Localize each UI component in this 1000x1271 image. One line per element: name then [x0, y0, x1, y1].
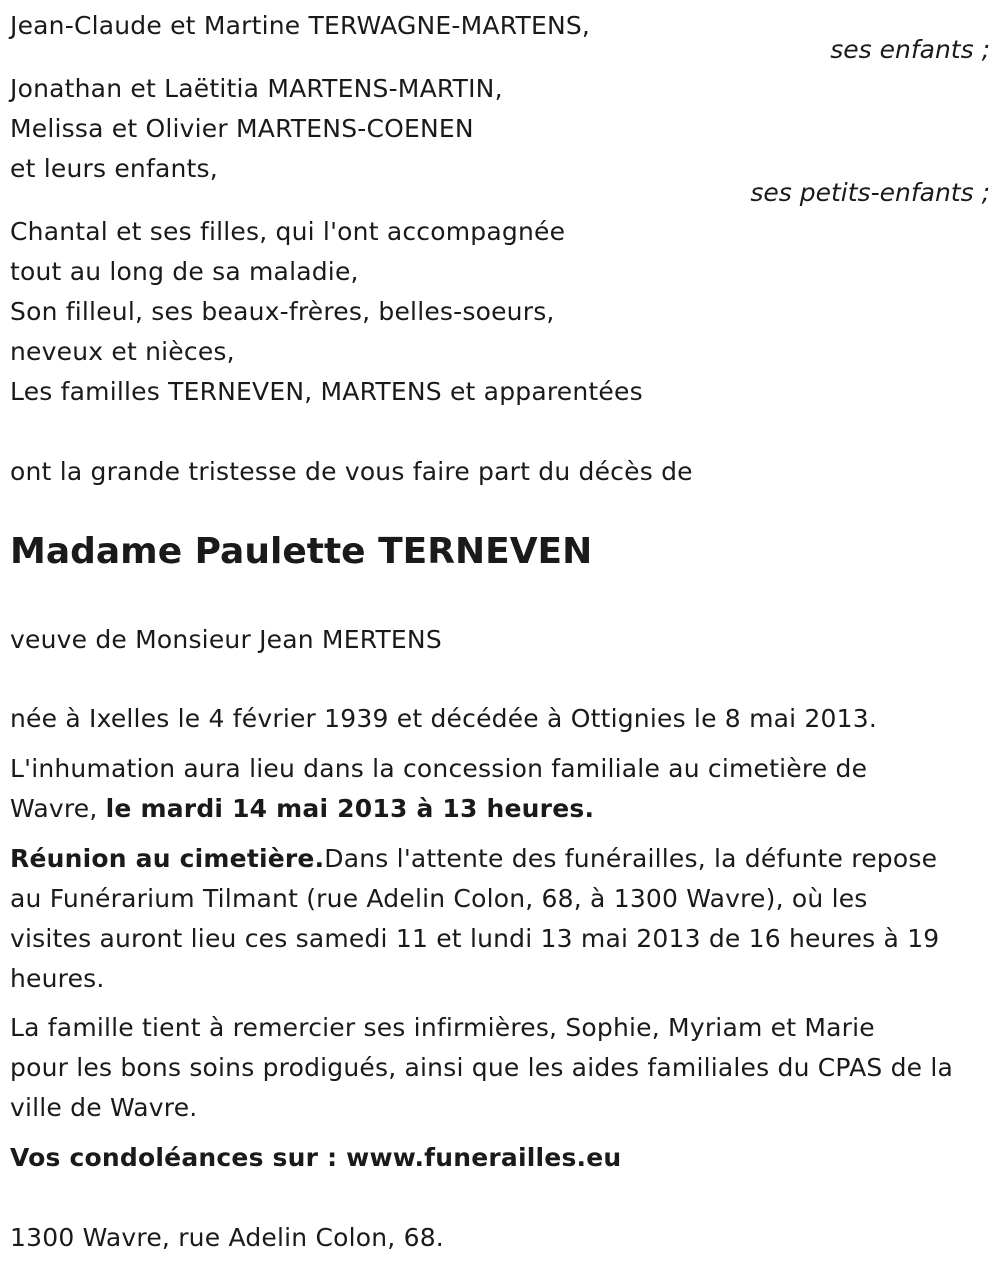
burial-date-line: [10, 789, 594, 829]
family-line: Melissa et Olivier MARTENS-COENEN: [10, 114, 474, 143]
deceased-name: Madame Paulette TERNEVEN: [10, 531, 593, 572]
reunion-text: Dans l'attente des funérailles, la défunte repose: [324, 844, 938, 873]
reunion-lead: Réunion au cimetière.: [10, 844, 325, 873]
condolences-text: Vos condoléances sur : www.funerailles.eu: [10, 1143, 622, 1172]
reunion-line: [10, 839, 937, 879]
thanks-line: ville de Wavre.: [10, 1093, 198, 1122]
address-text: 1300 Wavre, rue Adelin Colon, 68.: [10, 1223, 444, 1252]
reunion-line: au Funérarium Tilmant (rue Adelin Colon, 68, à 1300 Wavre), où les: [10, 884, 868, 913]
widow-of-text: veuve de Monsieur Jean MERTENS: [10, 625, 442, 654]
family-line: et leurs enfants,: [10, 154, 218, 183]
burial-date-text: le mardi 14 mai 2013 à 13 heures.: [105, 794, 595, 823]
family-line: Son filleul, ses beaux-frères, belles-soeurs,: [10, 297, 555, 326]
reunion-line: heures.: [10, 964, 105, 993]
family-line: neveux et nièces,: [10, 337, 235, 366]
reunion-line: visites auront lieu ces samedi 11 et lundi 13 mai 2013 de 16 heures à 19: [10, 924, 940, 953]
birth-death-text: née à Ixelles le 4 février 1939 et décédée à Ottignies le 8 mai 2013.: [10, 704, 877, 733]
burial-place-text: Wavre,: [10, 794, 106, 823]
family-line: tout au long de sa maladie,: [10, 257, 359, 286]
announcement-text: ont la grande tristesse de vous faire part du décès de: [10, 457, 693, 486]
thanks-line: pour les bons soins prodigués, ainsi que les aides familiales du CPAS de la: [10, 1053, 954, 1082]
thanks-line: La famille tient à remercier ses infirmières, Sophie, Myriam et Marie: [10, 1013, 875, 1042]
family-line: Jean-Claude et Martine TERWAGNE-MARTENS,: [10, 11, 591, 40]
family-line: Chantal et ses filles, qui l'ont accompagnée: [10, 217, 566, 246]
burial-text-line: L'inhumation aura lieu dans la concession familiale au cimetière de: [10, 754, 868, 783]
family-line: Jonathan et Laëtitia MARTENS-MARTIN,: [10, 74, 503, 103]
relation-label-grandchildren: ses petits-enfants ;: [750, 178, 990, 207]
family-line: Les familles TERNEVEN, MARTENS et apparentées: [10, 377, 643, 406]
relation-label-children: ses enfants ;: [830, 35, 990, 64]
